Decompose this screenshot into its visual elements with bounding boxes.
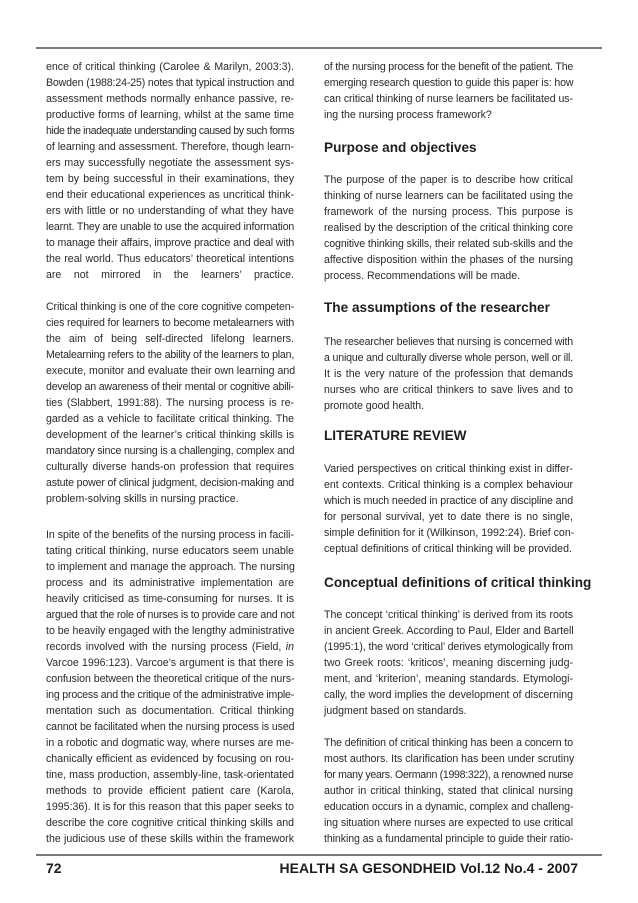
text-line: ence of critical thinking (Carolee & Marilyn, 2003:3). xyxy=(46,61,294,73)
text-line: cies required for learners to become metalearners with xyxy=(46,317,295,329)
text-line: ent contexts. Critical thinking is a complex behaviour xyxy=(324,479,573,491)
text-line: simple definition for it (Wilkinson, 1992:24). Brief con- xyxy=(324,527,575,539)
text-line: ers with little or no understanding of what they have xyxy=(46,205,294,217)
text-line: cally, the word implies the development of discerning xyxy=(324,689,573,701)
text-line: ing process and the critique of the administrative imple- xyxy=(46,689,295,701)
text-line: Varcoe 1996:123). Varcoe’s argument is that there is xyxy=(46,657,294,669)
text-line: develop an awareness of their mental or cognitive abili- xyxy=(46,381,294,393)
text-line: the judicious use of these skills within the framework xyxy=(46,833,294,845)
text-line: most authors. Its clarification has been under scrutiny xyxy=(324,753,575,765)
text-line: end their educational experiences as uncritical think- xyxy=(46,189,294,201)
section-heading: Conceptual definitions of critical thinking xyxy=(324,575,592,590)
text-line: ment, and ‘kriterion’, meaning standards. Etymologi- xyxy=(324,673,573,685)
text-line: education occurs in a dynamic, complex and challeng- xyxy=(324,801,574,813)
text-line: of the nursing process for the benefit of the patient. The xyxy=(324,61,574,73)
section-heading: LITERATURE REVIEW xyxy=(324,428,467,443)
text-line: a unique and culturally diverse whole person, well or ill. xyxy=(324,352,573,364)
text-line: author in critical thinking, stated that clinical nursing xyxy=(324,785,573,797)
text-line: the aim of being self-directed lifelong learners. xyxy=(46,333,294,345)
text-line: ceptual definitions of critical thinking will be provided. xyxy=(324,543,572,555)
text-line: cognitive thinking skills, their related sub-skills and the xyxy=(324,238,573,250)
text-line: Metalearning refers to the ability of the learners to plan, xyxy=(46,349,295,361)
text-line: promote good health. xyxy=(324,400,425,412)
text-line: productive forms of learning, whilst at the same time xyxy=(46,109,294,121)
text-line: ing situation where nurses are expected to use critical xyxy=(324,817,574,829)
text-line: ing the nursing process framework? xyxy=(324,109,492,121)
text-line: framework of the nursing process. This purpose is xyxy=(324,206,573,218)
text-line: problem-solving skills in nursing practice. xyxy=(46,493,239,505)
text-line: Bowden (1988:24-25) notes that typical instruction and xyxy=(46,77,295,89)
text-line: tine, mass production, assembly-line, task-orientated xyxy=(46,769,294,781)
text-line: to be heavily engaged with the lengthy administrative xyxy=(46,625,295,637)
section-heading: Purpose and objectives xyxy=(324,140,477,155)
paragraph xyxy=(46,527,294,847)
text-line: to manage their affairs, improve practice and deal with xyxy=(46,237,295,249)
paragraph xyxy=(324,172,573,284)
paragraph xyxy=(324,334,573,414)
text-line: tating critical thinking, nurse educators seem unable xyxy=(46,545,294,557)
text-line: chanically efficient as evidenced by focusing on rou- xyxy=(46,753,294,765)
text-line: execute, monitor and evaluate their own learning and xyxy=(46,365,296,377)
paragraph xyxy=(324,461,573,557)
text-line: thinking of nurse learners can be facilitated using the xyxy=(324,190,573,202)
text-line: mentation such as documentation. Critical thinking xyxy=(46,705,294,717)
text-line: The researcher believes that nursing is concerned with xyxy=(324,336,573,348)
text-line: assessment methods normally enhance passive, re- xyxy=(46,93,294,105)
text-line: The concept ‘critical thinking’ is derived from its roots xyxy=(324,609,573,621)
paragraph xyxy=(324,735,573,847)
text-line: The definition of critical thinking has been a concern to xyxy=(324,737,573,749)
text-line: (1995:1), the word ‘critical’ derives etymologically from xyxy=(324,641,573,653)
text-line: to implement and manage the approach. The nursing xyxy=(46,561,295,573)
text-line: two Greek roots: ‘kriticos’, meaning discerning judg- xyxy=(324,657,573,669)
paragraph xyxy=(46,59,294,283)
text-line: development of the learner’s critical thinking skills is xyxy=(46,429,294,441)
text-line: cannot be facilitated when the nursing process is used xyxy=(46,721,295,733)
text-line: argued that the role of nurses is to provide care and not xyxy=(46,609,295,621)
paragraph xyxy=(324,59,573,123)
text-line: heavily criticised as time-consuming for nurses. It is xyxy=(46,593,294,605)
page-number: 72 xyxy=(46,860,62,876)
text-line: which is much needed in practice of any discipline and xyxy=(324,495,573,507)
text-line: can critical thinking of nurse learners be facilitated us- xyxy=(324,93,574,105)
section-heading: The assumptions of the researcher xyxy=(324,300,550,315)
text-line: in a robotic and dogmatic way, where nurses are me- xyxy=(46,737,295,749)
text-line: culturally diverse hands-on profession that requires xyxy=(46,461,294,473)
text-line: confusion between the theoretical critique of the nurs- xyxy=(46,673,295,685)
text-line: The purpose of the paper is to describe how critical xyxy=(324,174,573,186)
text-line: nurses who are critical thinkers to save lives and to xyxy=(324,384,573,396)
text-line: realised by the description of the critical thinking core xyxy=(324,222,573,234)
text-line: thinking as a fundamental principle to guide their ratio- xyxy=(324,833,574,845)
text-line: process. Recommendations will be made. xyxy=(324,270,521,282)
header-rule xyxy=(36,47,602,49)
text-line: Varied perspectives on critical thinking exist in differ- xyxy=(324,463,573,475)
text-line: process and its administrative implementation are xyxy=(46,577,294,589)
text-line: emerging research question to guide this paper is: how xyxy=(324,77,574,89)
text-line: In spite of the benefits of the nursing process in facili- xyxy=(46,529,294,541)
text-line: garded as a vehicle to facilitate critical thinking. The xyxy=(46,413,294,425)
text-line: for personal survival, yet to date there is no single, xyxy=(324,511,573,523)
paragraph xyxy=(46,299,294,507)
text-line: Critical thinking is one of the core cognitive competen- xyxy=(46,301,294,313)
text-line: tem by being successful in their examinations, they xyxy=(46,173,294,185)
text-line: ers may successfully negotiate the assessment sys- xyxy=(46,157,294,169)
text-line: judgment based on standards. xyxy=(324,705,467,717)
footer-rule xyxy=(36,854,602,856)
text-line: of learning and assessment. Therefore, though learn- xyxy=(46,141,294,153)
text-line: 1995:36). It is for this reason that this paper seeks to xyxy=(46,801,294,813)
text-line: for many years. Oermann (1998:322), a renowned nurse xyxy=(324,769,573,781)
text-line: ties (Slabbert, 1991:88). The nursing process is re- xyxy=(46,397,294,409)
text-line: astute power of clinical judgment, decision-making and xyxy=(46,477,294,489)
text-line: methods to provide efficient patient care (Karola, xyxy=(46,785,294,797)
text-line: describe the core cognitive critical thinking skills and xyxy=(46,817,294,829)
text-line: hide the inadequate understanding caused by such forms xyxy=(46,125,295,137)
text-line: are not mirrored in the learners’ practice. xyxy=(46,269,294,281)
text-line: mandatory since nursing is a challenging, complex and xyxy=(46,445,295,457)
text-line: affective disposition within the phases of the nursing xyxy=(324,254,573,266)
text-line: the real world. Thus educators’ theoretical intentions xyxy=(46,253,294,265)
text-line: in ancient Greek. According to Paul, Elder and Bartell xyxy=(324,625,574,637)
journal-citation: HEALTH SA GESONDHEID Vol.12 No.4 - 2007 xyxy=(279,860,578,876)
text-line: records involved with the nursing process (Field, in xyxy=(46,641,294,653)
paragraph xyxy=(324,607,573,719)
text-line: It is the very nature of the profession that demands xyxy=(324,368,573,380)
text-line: learnt. They are unable to use the acquired information xyxy=(46,221,295,233)
